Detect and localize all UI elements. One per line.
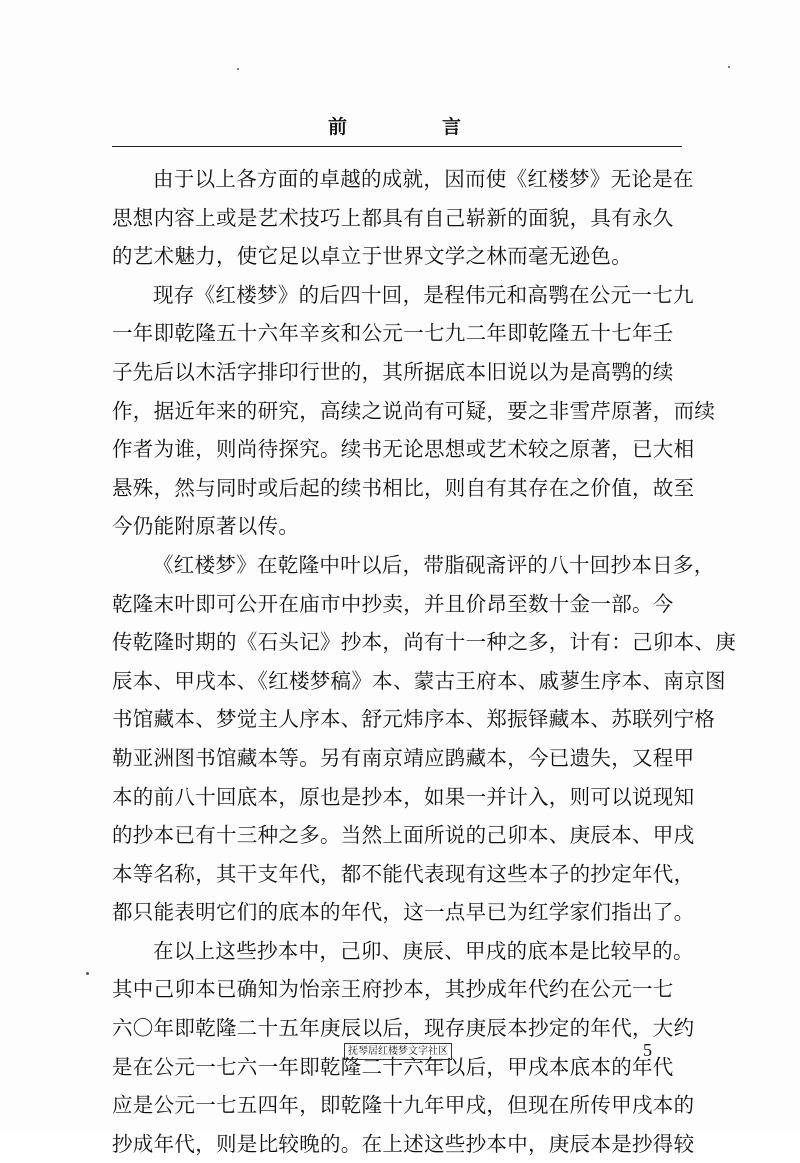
running-header: [112, 112, 682, 142]
text-line: 的艺术魅力，使它足以卓立于世界文学之林而毫无逊色。: [112, 244, 632, 269]
text-line: 书馆藏本、梦觉主人序本、舒元炜序本、郑振铎藏本、苏联列宁格: [112, 707, 716, 732]
text-line: 乾隆末叶即可公开在庙市中抄卖，并且价昂至数十金一部。今: [112, 591, 674, 616]
text-line: 悬殊，然与同时或后起的续书相比，则自有其存在之价值，故至: [112, 475, 695, 500]
text-line: 本等名称，其干支年代，都不能代表现有这些本子的抄定年代，: [112, 861, 695, 886]
text-line: 本的前八十回底本，原也是抄本，如果一并计入，则可以说现知: [112, 784, 695, 809]
text-line: 现存《红楼梦》的后四十回，是程伟元和高鹗在公元一七九: [153, 282, 694, 307]
text-line: 子先后以木活字排印行世的，其所据底本旧说以为是高鹗的续: [112, 359, 674, 384]
text-line: 应是公元一七五四年，即乾隆十九年甲戌，但现在所传甲戌本的: [112, 1093, 695, 1118]
text-line: 其中己卯本已确知为怡亲王府抄本，其抄成年代约在公元一七: [112, 977, 674, 1002]
scan-speck: [86, 972, 89, 975]
text-line: 六〇年即乾隆二十五年庚辰以后，现存庚辰本抄定的年代，大约: [112, 1016, 695, 1041]
text-line: 在以上这些抄本中，己卯、庚辰、甲戌的底本是比较早的。: [153, 938, 694, 963]
header-char-yan: 言: [442, 116, 464, 138]
text-line: 勒亚洲图书馆藏本等。另有南京靖应鹍藏本，今已遗失，又程甲: [112, 745, 695, 770]
text-line: 的抄本已有十三种之多。当然上面所说的己卯本、庚辰本、甲戌: [112, 823, 695, 848]
text-line: 辰本、甲戌本、《红楼梦稿》本、蒙古王府本、戚蓼生序本、南京图: [112, 668, 726, 693]
scan-speck: [728, 66, 730, 68]
body-text: [112, 160, 736, 1163]
scan-speck: [237, 68, 239, 70]
text-line: 《红楼梦》在乾隆中叶以后，带脂砚斋评的八十回抄本日多，: [153, 552, 715, 577]
text-line: 传乾隆时期的《石头记》抄本，尚有十一种之多，计有：己卯本、庚: [112, 630, 736, 655]
text-line: 作，据近年来的研究，高续之说尚有可疑，要之非雪芹原著，而续: [112, 398, 716, 423]
text-line: 一年即乾隆五十六年辛亥和公元一七九二年即乾隆五十七年壬: [112, 321, 674, 346]
text-line: 抄成年代，则是比较晚的。在上述这些抄本中，庚辰本是抄得较: [112, 1131, 695, 1156]
text-line: 是在公元一七六一年即乾隆二十六年以后，甲戌本底本的年代: [112, 1054, 674, 1079]
text-line: 思想内容上或是艺术技巧上都具有自己崭新的面貌，具有永久: [112, 205, 674, 230]
page-number: 5: [643, 1040, 652, 1060]
header-rule: [112, 146, 682, 147]
header-char-qian: 前: [328, 116, 350, 138]
source-stamp: 抚琴居红楼梦文字社区: [344, 1043, 452, 1060]
text-line: 由于以上各方面的卓越的成就，因而使《红楼梦》无论是在: [153, 167, 694, 191]
text-line: 作者为谁，则尚待探究。续书无论思想或艺术较之原著，已大相: [112, 437, 695, 462]
text-line: 今仍能附原著以传。: [112, 514, 300, 539]
text-line: 都只能表明它们的底本的年代，这一点早已为红学家们指出了。: [112, 900, 695, 925]
